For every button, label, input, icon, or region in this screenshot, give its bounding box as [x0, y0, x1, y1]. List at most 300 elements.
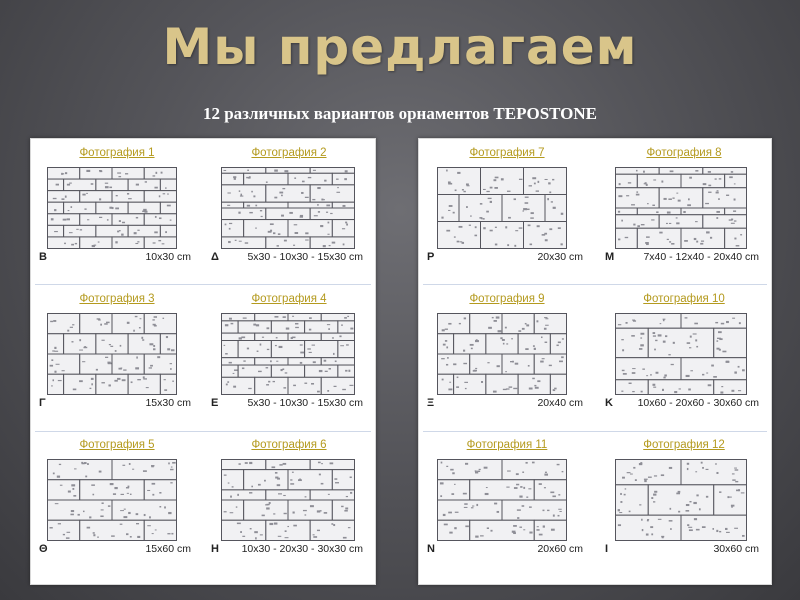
stone-texture — [622, 477, 625, 479]
pattern-caption: Фотография 9 — [469, 293, 545, 305]
stone-texture — [251, 486, 253, 488]
stone-texture — [157, 356, 160, 358]
stone-texture — [695, 339, 697, 341]
stone-texture — [708, 171, 711, 173]
stone-texture — [277, 245, 279, 246]
stone-texture — [553, 515, 555, 517]
stone-texture — [225, 324, 228, 326]
stone-texture — [463, 191, 465, 192]
stone-texture — [246, 177, 248, 178]
stone-block — [703, 215, 747, 229]
stone-texture — [71, 244, 74, 246]
stone-texture — [497, 511, 499, 513]
stone-texture — [561, 356, 564, 358]
stone-texture — [713, 376, 717, 378]
stone-texture — [243, 360, 245, 361]
stone-texture — [270, 360, 272, 362]
stone-texture — [479, 469, 481, 470]
stone-block — [112, 460, 177, 480]
stone-texture — [137, 379, 141, 380]
stone-texture — [618, 509, 620, 511]
stone-texture — [237, 494, 239, 496]
stone-block — [271, 341, 304, 358]
stone-texture — [224, 345, 226, 346]
stone-block — [518, 374, 550, 394]
stone-texture — [646, 375, 648, 376]
pattern-letter: M — [605, 251, 615, 263]
stone-texture — [666, 223, 668, 224]
stone-block — [438, 168, 481, 195]
stone-texture — [99, 198, 101, 200]
stone-texture — [313, 534, 315, 535]
stone-block — [80, 237, 112, 249]
stone-texture — [448, 512, 452, 514]
stone-texture — [91, 383, 93, 385]
stone-block — [244, 470, 288, 490]
stone-texture — [631, 204, 635, 205]
stone-texture — [725, 528, 728, 530]
stone-texture — [342, 205, 345, 207]
stone-texture — [349, 385, 353, 386]
stone-texture — [711, 365, 714, 367]
stone-texture — [91, 378, 94, 380]
stone-texture — [715, 178, 717, 179]
stone-texture — [122, 222, 125, 223]
pattern-letter: K — [605, 397, 613, 409]
stone-block — [80, 168, 112, 180]
pattern-drawing — [615, 459, 747, 541]
stone-texture — [52, 379, 54, 381]
stone-texture — [720, 391, 723, 393]
stone-texture — [701, 462, 703, 464]
stone-texture — [333, 353, 335, 355]
pattern-card-4 — [209, 293, 369, 423]
stone-texture — [558, 494, 560, 495]
stone-texture — [621, 339, 624, 340]
stone-texture — [328, 494, 330, 495]
stone-texture — [238, 212, 240, 214]
stone-texture — [329, 245, 331, 246]
stone-block — [637, 174, 681, 188]
stone-texture — [172, 381, 174, 382]
stone-texture — [559, 511, 561, 512]
stone-texture — [532, 462, 535, 464]
stone-texture — [526, 324, 529, 326]
pattern-card-9 — [425, 293, 589, 423]
stone-texture — [668, 198, 672, 200]
stone-texture — [267, 349, 269, 350]
stone-texture — [141, 337, 143, 339]
stone-texture — [503, 343, 505, 345]
stone-texture — [658, 334, 662, 336]
stone-texture — [648, 477, 652, 478]
stone-block — [222, 220, 244, 237]
slide-title: Мы предлагаем — [162, 18, 638, 76]
stone-texture — [483, 227, 485, 229]
stone-texture — [254, 531, 258, 533]
stone-texture — [518, 330, 521, 332]
stone-block — [222, 208, 266, 220]
stone-texture — [487, 527, 489, 529]
stone-texture — [122, 465, 125, 466]
stone-texture — [633, 320, 636, 321]
stone-texture — [470, 344, 474, 346]
stone-texture — [343, 537, 347, 539]
stone-texture — [536, 320, 538, 322]
stone-texture — [719, 178, 722, 179]
stone-texture — [702, 526, 706, 528]
stone-texture — [494, 187, 498, 189]
stone-texture — [119, 220, 121, 222]
stone-texture — [319, 474, 321, 476]
stone-texture — [484, 467, 488, 469]
stone-texture — [289, 212, 293, 214]
stone-texture — [82, 361, 85, 362]
stone-texture — [629, 383, 632, 384]
stone-texture — [708, 192, 711, 193]
stone-block — [80, 520, 145, 540]
stone-texture — [446, 346, 448, 348]
stone-block — [502, 500, 567, 520]
stone-texture — [520, 486, 522, 488]
stone-texture — [522, 505, 525, 507]
stone-texture — [641, 391, 643, 393]
stone-block — [288, 470, 332, 490]
stone-texture — [224, 511, 227, 512]
stone-texture — [228, 482, 230, 483]
stone-texture — [485, 493, 489, 495]
stone-texture — [448, 388, 452, 390]
stone-block — [222, 358, 255, 365]
stone-texture — [514, 487, 518, 489]
stone-texture — [454, 236, 456, 237]
stone-texture — [558, 515, 560, 517]
stone-texture — [446, 364, 448, 366]
stone-texture — [100, 324, 102, 326]
stone-block — [64, 334, 96, 354]
stone-texture — [281, 369, 283, 371]
stone-texture — [490, 230, 493, 232]
pattern-dimensions: 5x30 - 10x30 - 15x30 cm — [247, 251, 363, 263]
stone-block — [454, 374, 486, 394]
stone-texture — [235, 240, 237, 241]
stone-texture — [334, 386, 337, 387]
stone-texture — [515, 230, 518, 231]
stone-texture — [147, 490, 150, 491]
stone-texture — [274, 522, 278, 524]
stone-texture — [646, 236, 650, 237]
stone-block — [534, 480, 566, 500]
stone-texture — [726, 361, 729, 363]
stone-texture — [128, 512, 130, 514]
stone-texture — [676, 222, 679, 224]
stone-texture — [152, 319, 154, 320]
stone-texture — [523, 529, 525, 530]
stone-texture — [133, 330, 135, 332]
stone-texture — [636, 191, 638, 192]
stone-texture — [96, 369, 98, 371]
stone-texture — [538, 181, 540, 183]
stone-block — [616, 358, 682, 380]
stone-texture — [73, 389, 77, 391]
stone-texture — [740, 234, 742, 235]
stone-texture — [74, 468, 76, 469]
stone-texture — [328, 222, 330, 224]
stone-texture — [456, 386, 459, 388]
row-divider — [35, 431, 371, 432]
stone-texture — [452, 472, 454, 474]
stone-texture — [102, 502, 104, 504]
stone-texture — [283, 316, 286, 318]
stone-texture — [670, 170, 674, 172]
pattern-caption: Фотография 1 — [79, 147, 155, 159]
stone-texture — [110, 483, 114, 485]
stone-texture — [51, 218, 54, 220]
stone-block — [648, 380, 714, 395]
stone-block — [310, 168, 354, 174]
stone-texture — [305, 239, 309, 240]
stone-texture — [641, 519, 643, 521]
stone-texture — [654, 475, 657, 476]
stone-texture — [65, 196, 67, 198]
stone-texture — [726, 321, 729, 323]
stone-texture — [91, 183, 94, 185]
stone-texture — [273, 232, 275, 234]
stone-block — [222, 168, 266, 174]
stone-texture — [441, 462, 443, 464]
stone-texture — [465, 388, 467, 389]
stone-texture — [655, 340, 657, 341]
stone-texture — [650, 526, 653, 528]
stone-texture — [663, 319, 666, 320]
stone-texture — [284, 240, 287, 242]
stone-texture — [689, 177, 692, 179]
stone-texture — [329, 368, 331, 370]
stone-texture — [661, 181, 663, 183]
stone-block — [222, 490, 266, 500]
stone-block — [637, 228, 681, 248]
stone-texture — [249, 462, 252, 464]
stone-texture — [227, 205, 230, 206]
stone-texture — [710, 237, 712, 239]
stone-texture — [321, 463, 323, 464]
stone-texture — [526, 497, 528, 498]
stone-block — [288, 314, 321, 321]
stone-texture — [71, 206, 73, 208]
pattern-caption: Фотография 8 — [646, 147, 722, 159]
stone-texture — [93, 532, 95, 534]
stone-texture — [654, 491, 657, 493]
stone-texture — [549, 191, 551, 193]
stone-texture — [669, 223, 671, 224]
stone-texture — [715, 463, 717, 464]
stone-block — [486, 334, 518, 354]
stone-texture — [694, 323, 698, 325]
stone-block — [486, 374, 518, 394]
stone-texture — [305, 514, 307, 515]
pattern-drawing — [47, 167, 177, 249]
stone-block — [338, 321, 355, 333]
stone-texture — [140, 318, 142, 319]
stone-texture — [486, 211, 489, 213]
stone-texture — [653, 494, 656, 496]
stone-texture — [266, 367, 269, 368]
stone-texture — [136, 356, 138, 358]
stone-texture — [513, 525, 517, 527]
stone-texture — [345, 370, 347, 372]
stone-texture — [687, 463, 689, 465]
stone-texture — [505, 327, 507, 329]
stone-texture — [291, 337, 293, 339]
stone-block — [534, 314, 566, 334]
stone-texture — [71, 341, 73, 342]
stone-texture — [500, 337, 502, 339]
stone-texture — [488, 327, 492, 329]
stone-texture — [130, 494, 132, 495]
stone-texture — [525, 323, 527, 324]
stone-texture — [128, 486, 130, 488]
stone-block — [222, 341, 239, 358]
stone-texture — [266, 507, 269, 509]
stone-texture — [242, 367, 244, 369]
stone-texture — [717, 190, 719, 191]
stone-texture — [471, 507, 474, 508]
stone-texture — [672, 197, 674, 198]
stone-texture — [273, 381, 275, 382]
stone-texture — [706, 469, 709, 470]
stone-texture — [525, 197, 529, 198]
stone-texture — [522, 210, 524, 211]
stone-texture — [149, 367, 152, 368]
stone-texture — [121, 494, 124, 495]
stone-texture — [536, 190, 539, 191]
stone-texture — [476, 504, 478, 506]
stone-texture — [454, 484, 456, 485]
stone-texture — [626, 195, 629, 196]
stone-texture — [679, 388, 681, 389]
pattern-drawing — [47, 313, 177, 395]
stone-texture — [662, 536, 664, 538]
stone-texture — [719, 349, 721, 351]
stone-texture — [729, 219, 733, 220]
stone-texture — [335, 482, 339, 483]
stone-texture — [620, 493, 622, 495]
stone-texture — [58, 380, 62, 381]
stone-block — [310, 185, 354, 202]
stone-texture — [670, 508, 672, 510]
stone-texture — [646, 533, 649, 535]
stone-block — [222, 314, 255, 321]
stone-texture — [310, 505, 314, 507]
stone-texture — [618, 211, 620, 213]
stone-texture — [326, 212, 328, 213]
stone-texture — [158, 240, 161, 241]
stone-texture — [318, 462, 321, 464]
stone-texture — [552, 179, 554, 180]
stone-texture — [693, 502, 696, 504]
pattern-drawing — [221, 313, 355, 395]
stone-texture — [68, 491, 71, 493]
stone-texture — [537, 380, 540, 382]
stone-texture — [142, 339, 144, 341]
stone-texture — [708, 185, 711, 187]
stone-block — [648, 328, 714, 357]
stone-texture — [631, 335, 635, 337]
stone-texture — [652, 205, 655, 206]
stone-texture — [622, 349, 624, 351]
stone-texture — [475, 470, 477, 471]
stone-texture — [283, 495, 286, 496]
stone-texture — [441, 217, 443, 219]
stone-texture — [85, 476, 87, 478]
stone-texture — [667, 211, 671, 213]
stone-texture — [550, 492, 554, 494]
stone-texture — [696, 529, 700, 531]
stone-texture — [281, 195, 283, 197]
stone-block — [222, 377, 255, 394]
stone-texture — [143, 378, 147, 379]
stone-texture — [690, 336, 692, 338]
pattern-drawing — [615, 313, 747, 395]
pattern-dimensions: 15x60 cm — [145, 543, 191, 555]
stone-texture — [443, 344, 446, 346]
stone-texture — [523, 487, 525, 489]
stone-texture — [633, 467, 635, 469]
stone-texture — [286, 328, 289, 330]
stone-texture — [151, 465, 154, 466]
stone-texture — [67, 330, 69, 332]
pattern-dimensions: 10x30 - 20x30 - 30x30 cm — [241, 543, 363, 555]
stone-texture — [732, 473, 735, 474]
stone-texture — [470, 215, 472, 216]
stone-texture — [335, 361, 337, 363]
stone-texture — [146, 387, 149, 388]
stone-texture — [718, 198, 720, 200]
pattern-swatch — [437, 459, 567, 541]
stone-texture — [137, 230, 139, 231]
stone-texture — [304, 383, 307, 384]
stone-texture — [641, 224, 645, 225]
stone-block — [266, 490, 310, 500]
stone-block — [48, 520, 80, 540]
pattern-dimensions: 15x30 cm — [145, 397, 191, 409]
stone-texture — [295, 323, 298, 324]
stone-block — [144, 168, 176, 180]
stone-texture — [623, 373, 627, 375]
stone-texture — [490, 201, 492, 203]
stone-texture — [678, 491, 681, 493]
stone-texture — [101, 382, 104, 383]
stone-texture — [137, 536, 140, 538]
stone-texture — [475, 368, 477, 369]
stone-texture — [716, 192, 719, 194]
stone-texture — [285, 537, 289, 538]
stone-texture — [69, 183, 72, 184]
stone-texture — [82, 194, 85, 196]
stone-texture — [445, 329, 448, 330]
stone-block — [518, 334, 550, 354]
stone-texture — [127, 493, 129, 494]
stone-block — [48, 237, 80, 249]
stone-texture — [669, 467, 672, 469]
stone-texture — [154, 187, 157, 189]
stone-texture — [136, 513, 139, 515]
stone-texture — [120, 510, 124, 511]
stone-texture — [465, 525, 469, 527]
stone-texture — [474, 235, 477, 237]
stone-texture — [644, 479, 648, 480]
stone-texture — [51, 385, 53, 386]
